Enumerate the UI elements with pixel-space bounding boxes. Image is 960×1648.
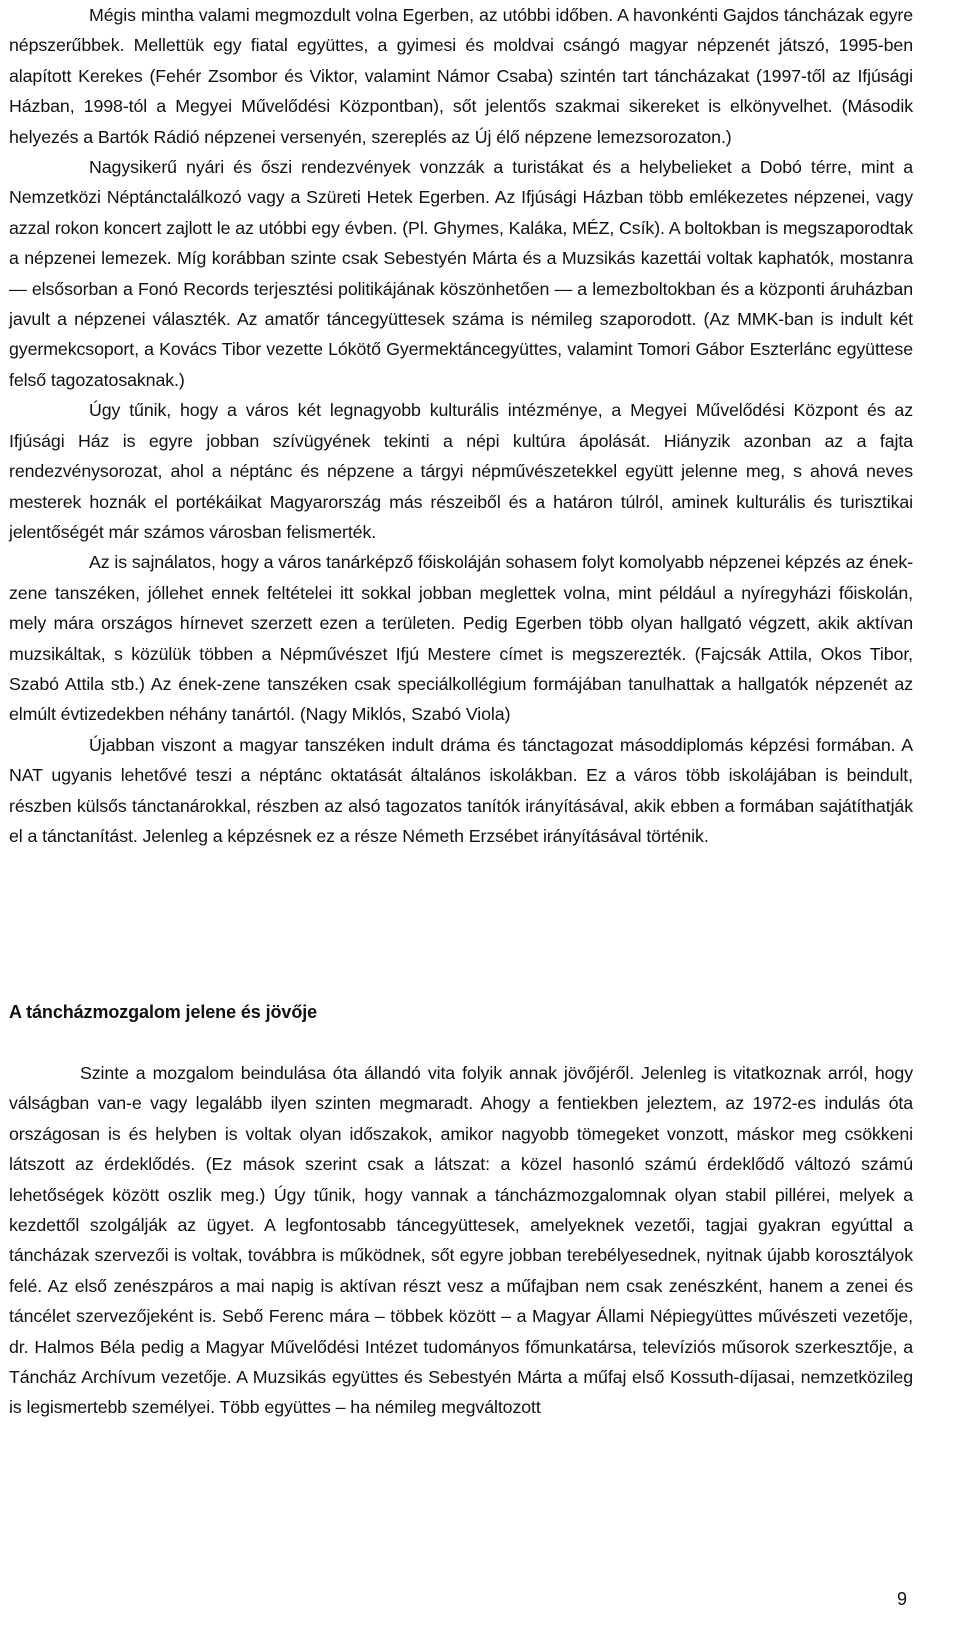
paragraph-gajdos-tanchazak: Mégis mintha valami megmozdult volna Egerben, az utóbbi időben. A havonkénti Gajdos táncházak egyre népszerűbbek. Mellettük egy fiatal együttes, a gyimesi és moldvai csángó magyar népzenét játszó, 1995-ben alapított Kerekes (Fehér Zsombor és Viktor, valamint Námor Csaba) szintén tart táncházakat (1997-től az Ifjúsági Házban, 1998-tól a Megyei Művelődési Központban), sőt jelentős szakmai sikereket is elkönyvelhet. (Második helyezés a Bartók Rádió népzenei versenyén, szereplés az Új élő népzene lemezsorozaton.): [9, 5, 913, 147]
section-text: [9, 1058, 913, 1423]
paragraph-intezmenyek: Úgy tűnik, hogy a város két legnagyobb kulturális intézménye, a Megyei Művelődési Központ és az Ifjúsági Ház is egyre jobban szívügyének tekinti a népi kultúra ápolását. Hiányzik azonban az a fajta rendezvénysorozat, ahol a néptánc és népzene a tárgyi népművészetekkel együtt jelenne meg, s ahová neves mesterek hoznák el portékáikat Magyarország más részeiből és a határon túlról, aminek kulturális és turisztikai jelentőségét már számos városban felismerték.: [9, 400, 913, 542]
paragraph-foiskola: Az is sajnálatos, hogy a város tanárképző főiskoláján sohasem folyt komolyabb népzenei képzés az ének-zene tanszéken, jóllehet ennek feltételei itt sokkal jobban meglettek volna, mint például a nyíregyházi főiskolán, mely mára országos hírnevet szerzett ezen a területen. Pedig Egerben több olyan hallgató végzett, akik aktívan muzsikáltak, s közülük többen a Népművészet Ifjú Mestere címet is megszerezték. (Fajcsák Attila, Okos Tibor, Szabó Attila stb.) Az ének-zene tanszéken csak speciálkollégium formájában tanulhattak a hallgatók népzenét az elmúlt évtizedekben néhány tanártól. (Nagy Miklós, Szabó Viola): [9, 552, 914, 725]
paragraph-mozgalom-jovoje: Szinte a mozgalom beindulása óta állandó vita folyik annak jövőjéről. Jelenleg is vitatkoznak arról, hogy válságban van-e vagy legalább ilyen szinten megmaradt. Ahogy a fentiekben jeleztem, az 1972-es indulás óta országosan is és helyben is voltak olyan időszakok, amikor nagyobb tömegeket vonzott, máskor meg csökkeni látszott az érdeklődés. (Ez mások szerint csak a látszat: a közel hasonló számú érdeklődő változó számú lehetőségek között oszlik meg.) Úgy tűnik, hogy vannak a táncházmozgalomnak olyan stabil pillérei, melyek a kezdettől szolgálják az ügyet. A legfontosabb táncegyüttesek, amelyeknek vezetői, tagjai gyakran egyúttal a táncházak szervezői is voltak, továbbra is működnek, sőt egyre jobban terebélyesednek, nyitnak újabb korosztályok felé. Az első zenészpáros a mai napig is aktívan részt vesz a műfajban nem csak zenészként, hanem a zenei és táncélet szervezőjeként is. Sebő Ferenc mára – többek között – a Magyar Állami Népiegyüttes művészeti vezetője, dr. Halmos Béla pedig a Magyar Művelődési Intézet tudományos főmunkatársa, televíziós műsorok szerkesztője, a Táncház Archívum vezetője. A Muzsikás együttes és Sebestyén Márta a műfaj első Kossuth-díjasai, nemzetközileg is legismertebb személyei. Több együttes – ha némileg megváltozott: [9, 1063, 913, 1418]
body-text: [9, 0, 913, 851]
section-heading: A táncházmozgalom jelene és jövője: [9, 1002, 318, 1022]
paragraph-magyar-tanszek: Újabban viszont a magyar tanszéken indult dráma és tánctagozat másoddiplomás képzési formában. A NAT ugyanis lehetővé teszi a néptánc oktatását általános iskolákban. Ez a város több iskolájában is beindult, részben külsős tánctanárokkal, részben az alsó tagozatos tanítók irányításával, akik ebben a formában sajátíthatják el a tánctanítást. Jelenleg a képzésnek ez a része Németh Erzsébet irányításával történik.: [9, 734, 913, 846]
page-number: 9: [897, 1589, 907, 1609]
paragraph-rendezvenyek: Nagysikerű nyári és őszi rendezvények vonzzák a turistákat és a helybelieket a Dobó térre, mint a Nemzetközi Néptánctalálkozó vagy a Szüreti Hetek Egerben. Az Ifjúsági Házban több emlékezetes népzenei, vagy azzal rokon koncert zajlott le az utóbbi egy évben. (Pl. Ghymes, Kaláka, MÉZ, Csík). A boltokban is megszaporodtak a népzenei lemezek. Míg korábban szinte csak Sebestyén Márta és a Muzsikás kazettái voltak kaphatók, mostanra — elsősorban a Fonó Records terjesztési politikájának köszönhetően — a lemezboltokban és a központi áruházban javult a népzenei választék. Az amatőr táncegyüttesek száma is némileg szaporodott. (Az MMK-ban is indult két gyermekcsoport, a Kovács Tibor vezette Lókötő Gyermektáncegyüttes, valamint Tomori Gábor Eszterlánc együttese felső tagozatosaknak.): [9, 157, 913, 390]
